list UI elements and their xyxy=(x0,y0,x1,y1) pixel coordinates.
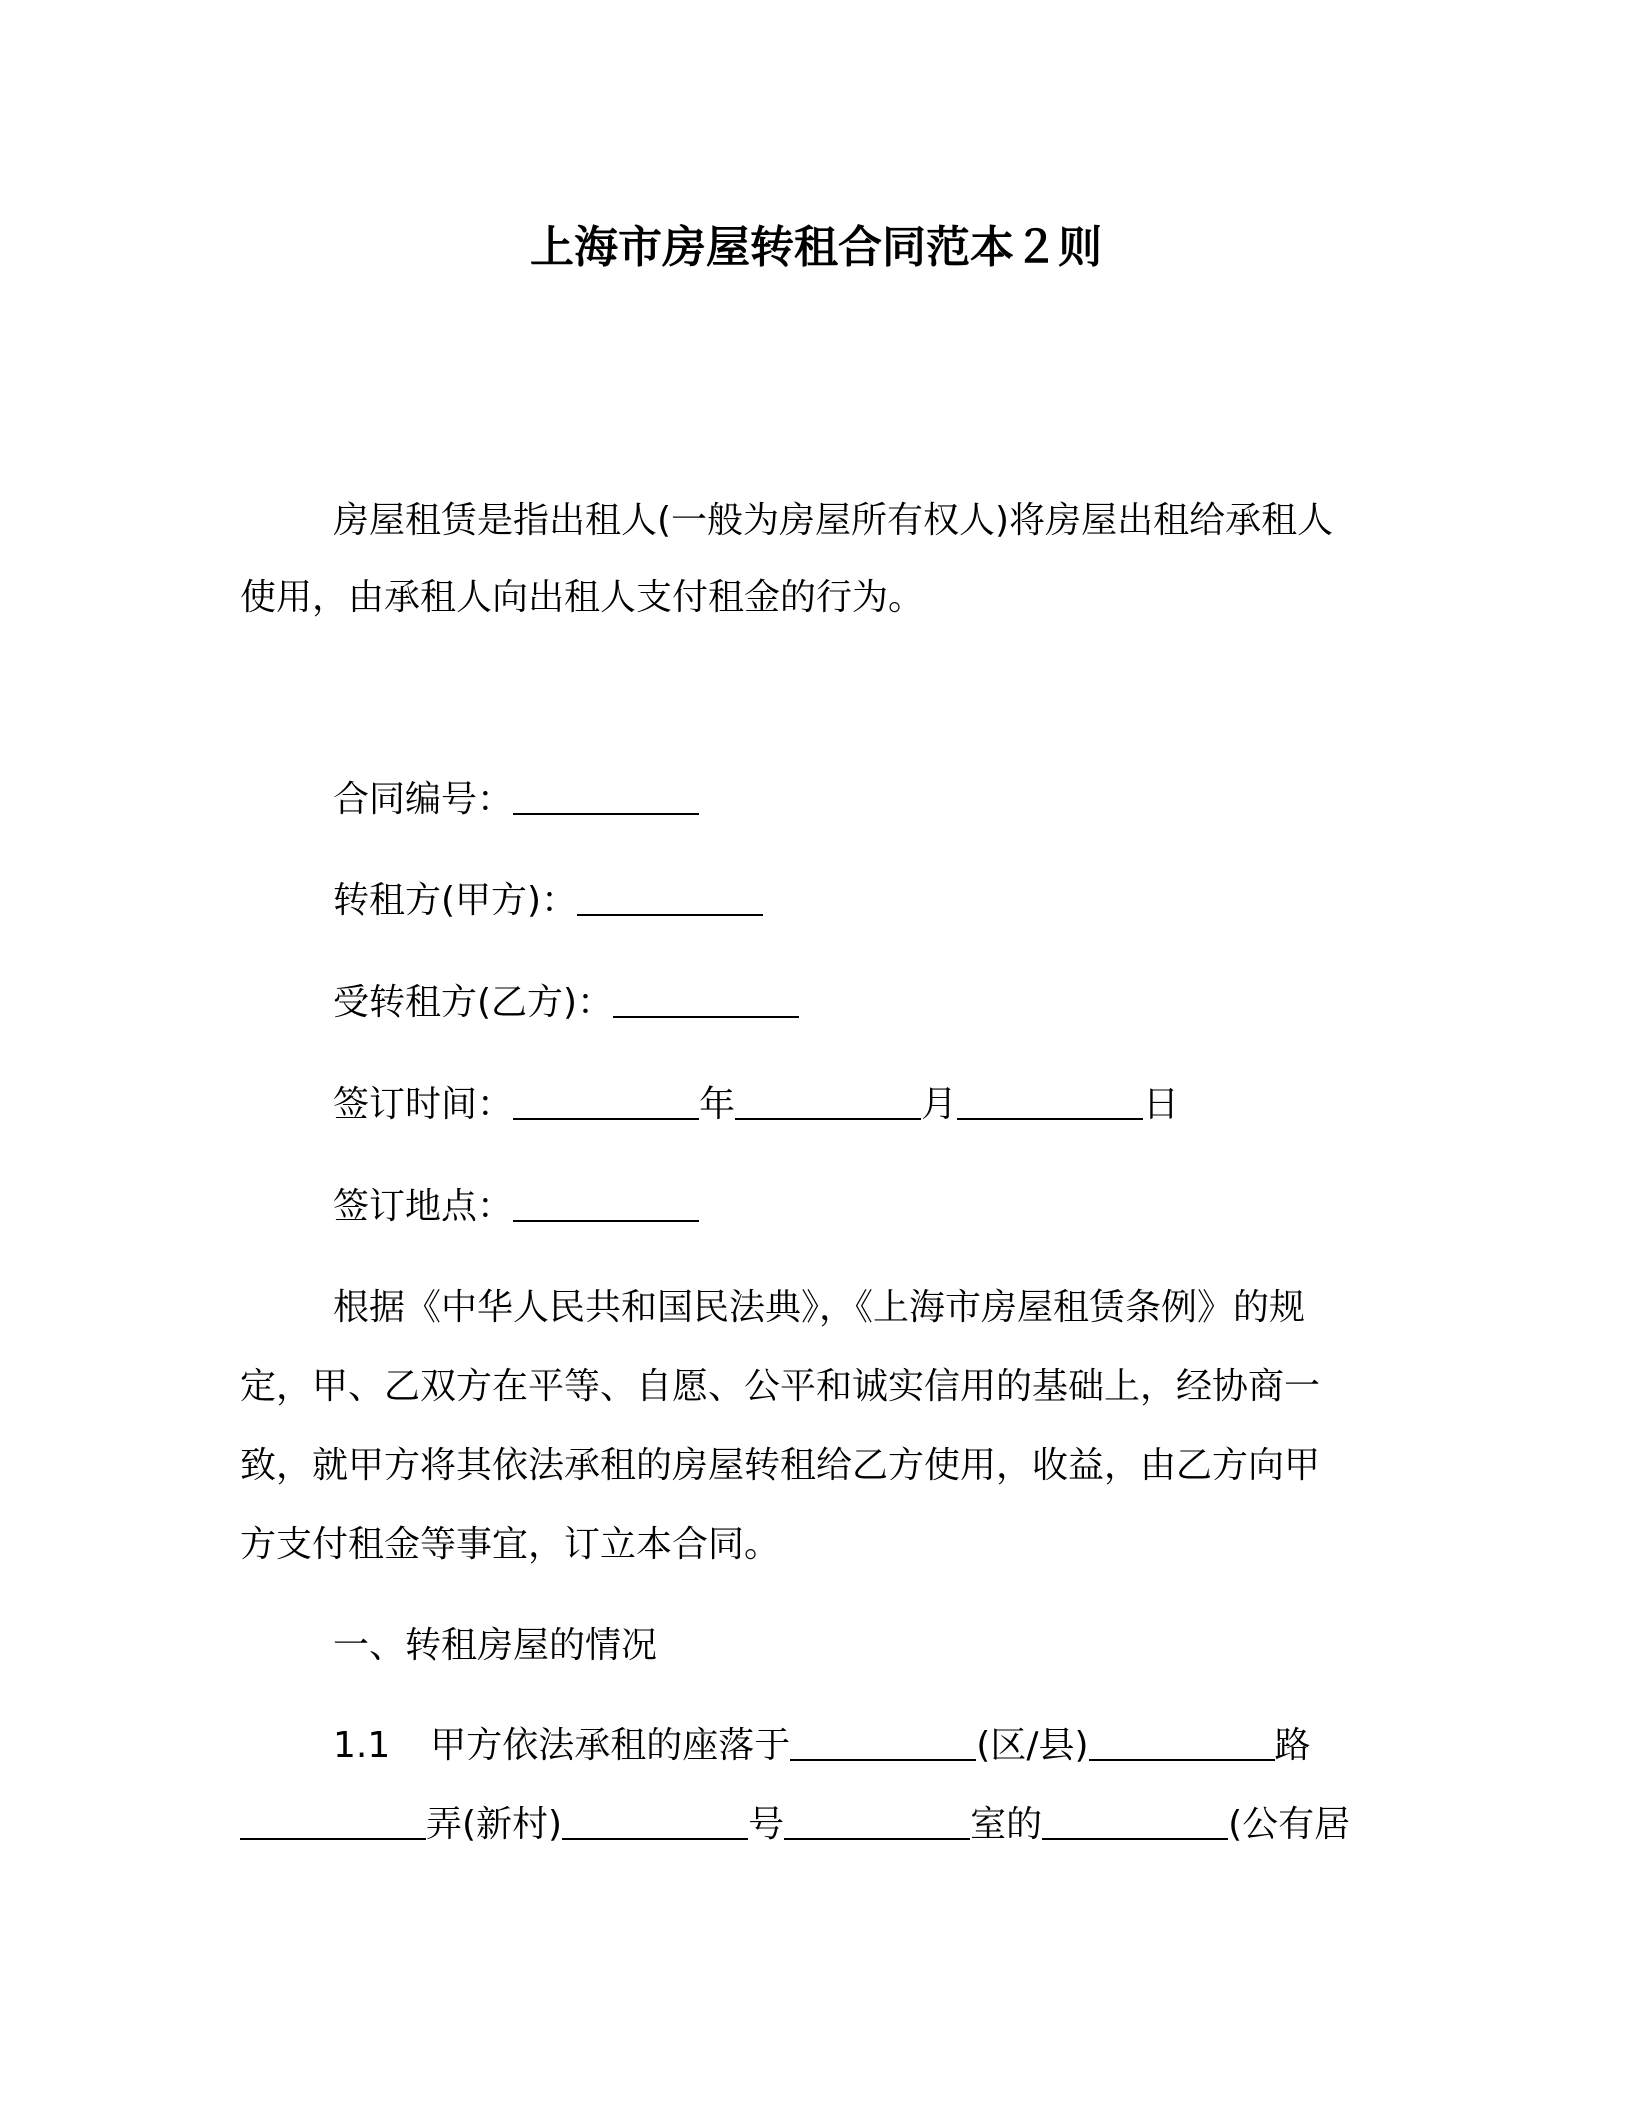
clause-text: 甲方依法承租的座落于 xyxy=(430,1725,791,1766)
clause-1-1-line-2 xyxy=(240,1801,1350,1849)
preamble-line-4: 方支付租金等事宜，订立本合同。 xyxy=(240,1524,781,1565)
signing-time-label: 签订时间： xyxy=(333,1084,514,1125)
road-label: 路 xyxy=(1274,1725,1311,1766)
day-blank xyxy=(957,1082,1143,1120)
preamble-line-1: 根据《中华人民共和国民法典》，《上海市房屋租赁条例》的规 xyxy=(333,1287,1306,1328)
document-title: 上海市房屋转租合同范本２则 xyxy=(530,222,1102,273)
contract-number-label: 合同编号： xyxy=(333,779,514,820)
clause-number: 1.1 xyxy=(333,1725,391,1766)
day-label: 日 xyxy=(1143,1084,1180,1125)
signing-place-field xyxy=(333,1183,699,1231)
year-blank xyxy=(513,1082,699,1120)
party-a-field xyxy=(333,877,763,925)
room-blank xyxy=(784,1802,970,1840)
year-label: 年 xyxy=(699,1084,736,1125)
month-blank xyxy=(735,1082,921,1120)
signing-place-label: 签订地点： xyxy=(333,1186,514,1227)
lane-blank xyxy=(240,1802,426,1840)
road-blank xyxy=(1089,1723,1275,1761)
contract-number-field xyxy=(333,776,699,824)
party-a-blank xyxy=(577,878,763,916)
party-b-blank xyxy=(613,980,799,1018)
lane-label: 弄(新村) xyxy=(426,1804,563,1845)
intro-line-1: 房屋租赁是指出租人(一般为房屋所有权人)将房屋出租给承租人 xyxy=(333,500,1334,541)
number-blank xyxy=(562,1802,748,1840)
district-blank xyxy=(790,1723,976,1761)
party-b-label: 受转租方(乙方)： xyxy=(333,982,614,1023)
preamble-line-2: 定，甲、乙双方在平等、自愿、公平和诚实信用的基础上，经协商一 xyxy=(240,1366,1321,1407)
number-label: 号 xyxy=(748,1804,785,1845)
housing-type-label: (公有居 xyxy=(1228,1804,1351,1845)
district-label: (区/县) xyxy=(976,1725,1089,1766)
clause-1-1-line-1 xyxy=(333,1722,1311,1770)
room-label: 室的 xyxy=(970,1804,1043,1845)
signing-time-field xyxy=(333,1081,1179,1129)
section-1-heading: 一、转租房屋的情况 xyxy=(333,1625,658,1666)
housing-type-blank xyxy=(1042,1802,1228,1840)
party-a-label: 转租方(甲方)： xyxy=(333,880,578,921)
intro-line-2: 使用，由承租人向出租人支付租金的行为。 xyxy=(240,577,925,618)
contract-number-blank xyxy=(513,777,699,815)
preamble-line-3: 致，就甲方将其依法承租的房屋转租给乙方使用，收益，由乙方向甲 xyxy=(240,1445,1321,1486)
signing-place-blank xyxy=(513,1184,699,1222)
month-label: 月 xyxy=(921,1084,958,1125)
party-b-field xyxy=(333,979,799,1027)
